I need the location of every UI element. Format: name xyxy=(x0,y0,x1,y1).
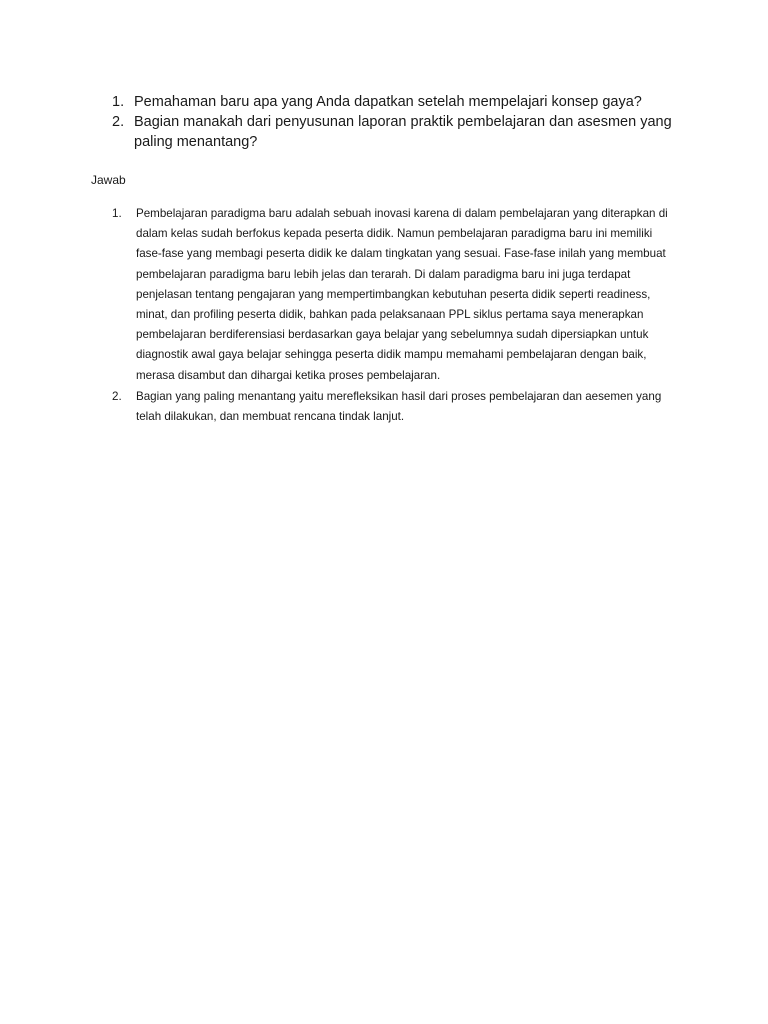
question-text: Bagian manakah dari penyusunan laporan praktik pembelajaran dan asesmen yang paling menantang? xyxy=(134,114,672,150)
answer-number: 2. xyxy=(112,389,122,403)
answer-item xyxy=(112,204,678,386)
question-list xyxy=(112,92,672,152)
question-item xyxy=(112,92,672,112)
answer-text: Pembelajaran paradigma baru adalah sebuah inovasi karena di dalam pembelajaran yang diterapkan di dalam kelas sudah berfokus kepada peserta didik. Namun pembelajaran paradigma baru ini memiliki fase-fase yang membagi peserta didik ke dalam tingkatan yang sesuai. Fase-fase inilah yang membuat pembelajaran paradigma baru lebih jelas dan terarah. Di dalam paradigma baru ini juga terdapat penjelasan tentang pengajaran yang mempertimbangkan kebutuhan peserta didik seperti readiness, minat, dan profiling peserta didik, bahkan pada pelaksanaan PPL siklus pertama saya menerapkan pembelajaran berdiferensiasi berdasarkan gaya belajar yang sebelumnya sudah dipersiapkan untuk diagnostik awal gaya belajar sehingga peserta didik mampu memahami pembelajaran dengan baik, merasa disambut dan dihargai ketika proses pembelajaran. xyxy=(136,207,668,382)
answer-list xyxy=(112,204,678,428)
question-item xyxy=(112,112,672,152)
question-number: 1. xyxy=(112,94,125,110)
question-number: 2. xyxy=(112,114,125,130)
question-text: Pemahaman baru apa yang Anda dapatkan setelah mempelajari konsep gaya? xyxy=(134,94,642,110)
answer-number: 1. xyxy=(112,207,122,220)
answer-item xyxy=(112,387,678,427)
answer-label: Jawab xyxy=(91,173,126,187)
answer-text: Bagian yang paling menantang yaitu merefleksikan hasil dari proses pembelajaran dan aesemen yang telah dilakukan, dan membuat rencana tindak lanjut. xyxy=(136,389,662,424)
